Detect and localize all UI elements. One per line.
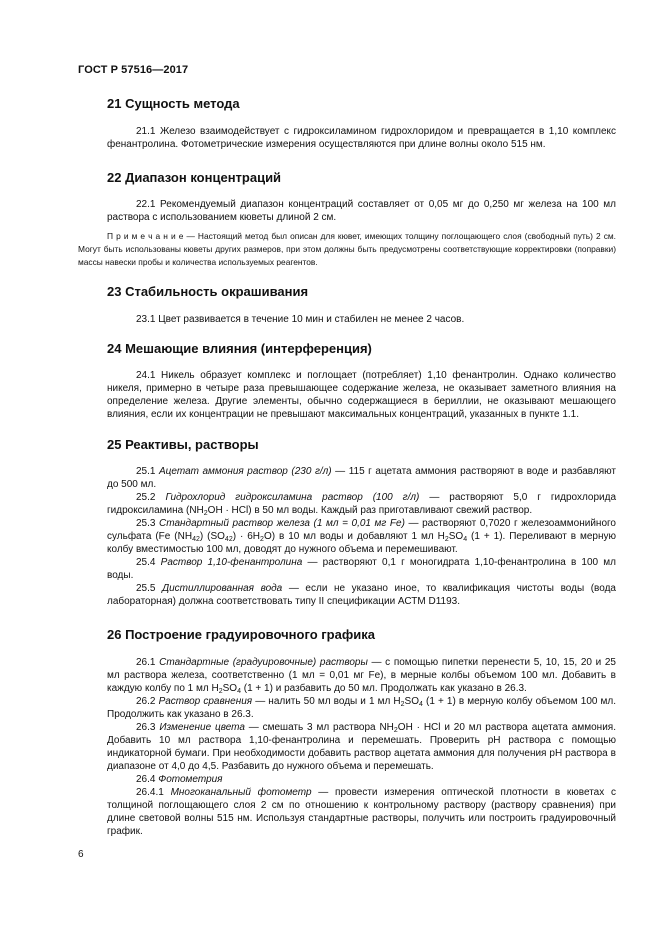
paragraph-22-1 bbox=[78, 198, 616, 224]
paragraph-25-5: 25.5 Дистиллированная вода — если не указано иное, то квалификация чистоты воды (вода лабораторная) должна соответствовать типу II спецификации АСТМ D1193. bbox=[107, 583, 616, 607]
paragraph-21-1 bbox=[78, 125, 616, 151]
paragraph-26-2: 26.2 Раствор сравнения — налить 50 мл воды и 1 мл $H_2SO_4$ (1 + 1) в мерную колбу объемом 100 мл. Продолжить как указано в 26.3. bbox=[107, 696, 617, 720]
section-25-body bbox=[78, 465, 616, 608]
section-24-title: 24 Мешающие влияния (интерференция) bbox=[107, 341, 372, 356]
paragraph-25-2: 25.2 Гидрохлорид гидроксиламина раствор (100 г/л) — растворяют 5,0 г гидрохлорида гидроксиламина $(NH_2OH \cdot HCl)$ в 50 мл воды. Каждый раз приготавливают свежий раствор. bbox=[107, 492, 617, 517]
paragraph-26-4: 26.4 Фотометрия bbox=[136, 774, 223, 785]
paragraph-21-1-text: 21.1 Железо взаимодействует с гидроксиламином гидрохлоридом и превращается в 1,10 комплекс фенантролина. Фотометрические измерения осуществляются при длине волны около 515 нм. bbox=[107, 126, 616, 150]
section-26-body bbox=[78, 656, 616, 838]
paragraph-25-3: 25.3 Стандартный раствор железа (1 мл = 0,01 мг Fe) — растворяют 0,7020 г железоаммонийного сульфата (Fe $(NH_{42}) (SO_{42}) \cdot 6H_2O$) в 10 мл воды и добавляют 1 мл $H_2SO_4$ (1 + 1). Переливают в мерную колбу вместимостью 100 мл, доводят до нужного объема и перемешивают. bbox=[107, 518, 617, 555]
paragraph-24-1 bbox=[78, 369, 616, 421]
section-22-title: 22 Диапазон концентраций bbox=[107, 170, 282, 185]
paragraph-25-1: 25.1 Ацетат аммония раствор (230 г/л) — 115 г ацетата аммония растворяют в воде и разбавляют до 500 мл. bbox=[107, 466, 616, 490]
paragraph-25-4: 25.4 Раствор 1,10-фенантролина — растворяют 0,1 г моногидрата 1,10-фенантролина в 100 мл воды. bbox=[107, 557, 616, 581]
paragraph-26-4-1: 26.4.1 Многоканальный фотометр — провести измерения оптической плотности в кюветах с толщиной поглощающего слоя 2 см по отношению к контрольному раствору (раствору сравнения) при длине световой волны 515 нм. Используя стандартные растворы, получить или построить градуировочный график. bbox=[107, 787, 616, 837]
paragraph-24-1-text: 24.1 Никель образует комплекс и поглощает (потребляет) 1,10 фенантролин. Однако количество никеля, примерно в четыре раза превышающее содержание железа, не оказывает заметного влияния на определение железа. Другие элементы, обычно содержащиеся в бериллии, не оказывают мешающего влияния, если их концентрации не превышают максимальных концентраций, указанных в пункте 1.1. bbox=[107, 370, 616, 420]
page-number: 6 bbox=[78, 849, 84, 860]
section-23-title: 23 Стабильность окрашивания bbox=[107, 284, 309, 299]
note-22 bbox=[78, 230, 616, 269]
paragraph-23-1-text: 23.1 Цвет развивается в течение 10 мин и стабилен не менее 2 часов. bbox=[136, 314, 465, 325]
section-26-title: 26 Построение градуировочного графика bbox=[107, 627, 375, 642]
section-25-title: 25 Реактивы, растворы bbox=[107, 437, 259, 452]
paragraph-26-1: 26.1 Стандартные (градуировочные) растворы — с помощью пипетки перенести 5, 10, 15, 20 и 25 мл раствора железа, соответственно (1 мл = 0,01 мг Fe), в мерные колбы объемом 100 мл. Добавить в каждую колбу по 1 мл $H_2SO_4$ (1 + 1) и разбавить до 50 мл. Продолжать как указано в 26.3. bbox=[107, 657, 616, 695]
note-label: П р и м е ч а н и е bbox=[107, 231, 184, 241]
note-text: — Настоящий метод был описан для кювет, имеющих толщину поглощающего слоя (свободный путь) 2 см. Могут быть использованы кюветы других размеров, при этом должны быть предусмотрены соответствующие корректировки (поправки) массы навески пробы и количества используемых реагентов. bbox=[78, 231, 616, 267]
paragraph-23-1 bbox=[78, 313, 616, 326]
paragraph-26-3: 26.3 Изменение цвета — смешать 3 мл раствора $NH_2OH$ · HCl и 20 мл раствора ацетата аммония. Добавить 10 мл раствора 1,10-фенантролина и перемешать. Проверить pH раствора с помощью индикаторной бумаги. При необходимости добавить раствор ацетата аммония для получения pH раствора в диапазоне от 4,0 до 4,5. Разбавить до нужного объема и перемешать. bbox=[107, 722, 616, 772]
section-21-title: 21 Сущность метода bbox=[107, 96, 240, 111]
paragraph-22-1-text: 22.1 Рекомендуемый диапазон концентраций составляет от 0,05 мг до 0,250 мг железа на 100 мл раствора с использованием кюветы длиной 2 см. bbox=[107, 199, 616, 223]
document-header: ГОСТ Р 57516—2017 bbox=[78, 64, 189, 76]
